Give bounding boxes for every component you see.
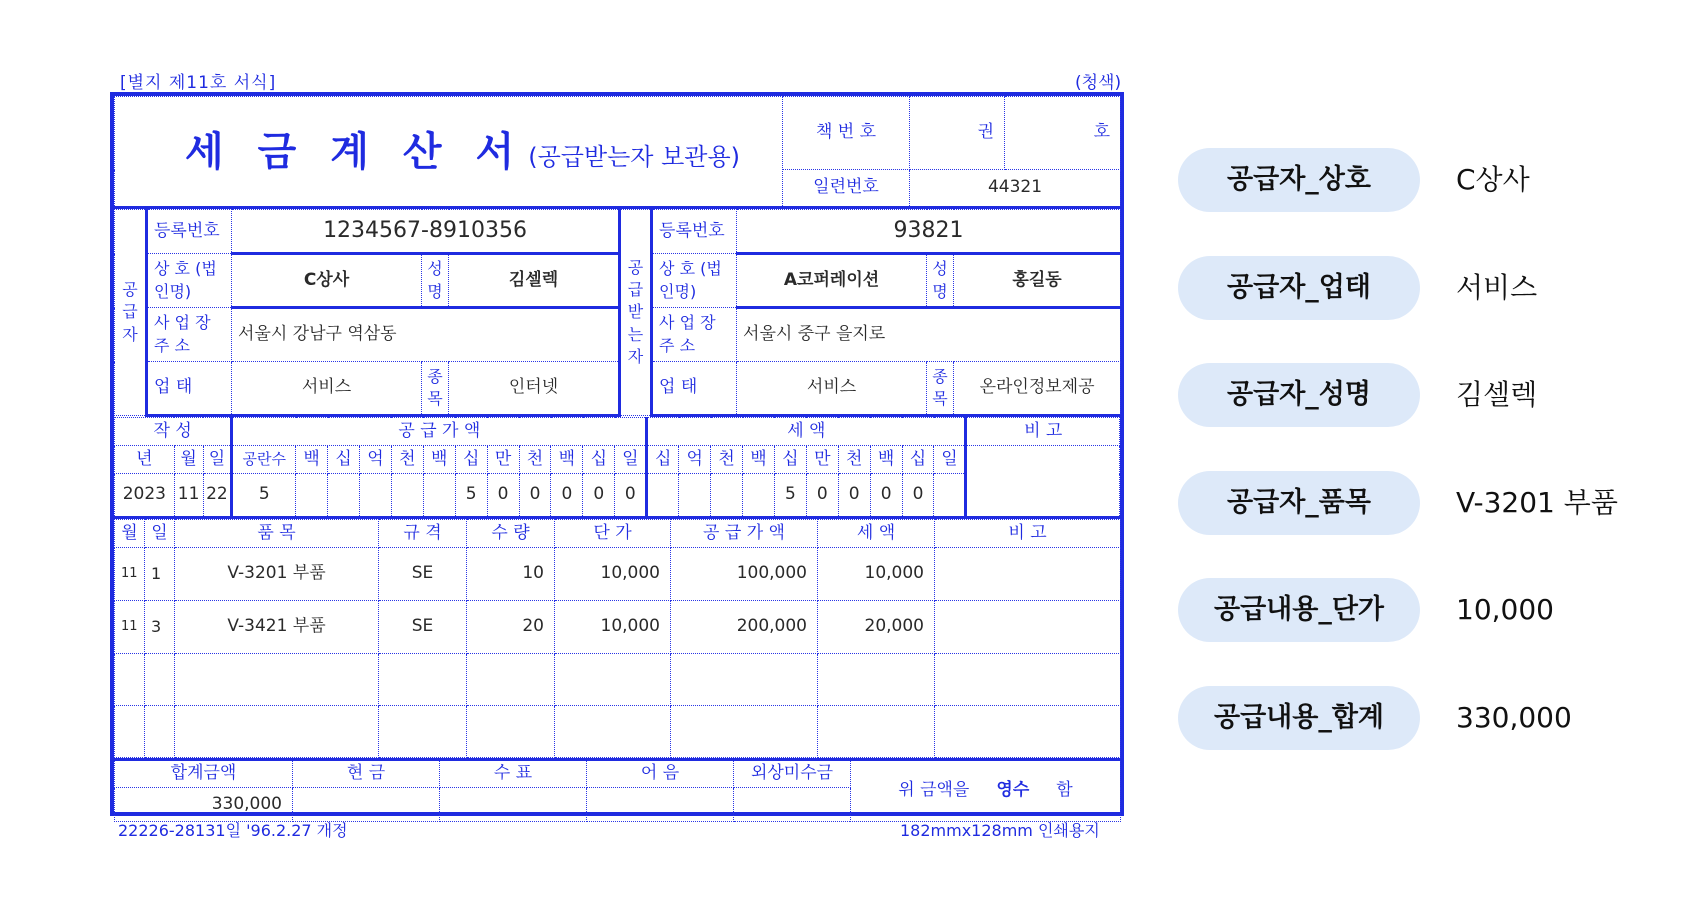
items-cell-item: V-3201 부품 (175, 548, 379, 601)
supply-digit-value: 0 (487, 474, 519, 518)
title-table (114, 96, 1121, 209)
field-value: 330,000 (1456, 700, 1572, 734)
book-gwon-label: 권 (910, 97, 1005, 170)
tax-digit-label: 백 (870, 446, 902, 474)
amount-note-cell (966, 446, 1120, 518)
items-cell-spec: SE (379, 601, 467, 654)
color-label: (청색) (1075, 73, 1122, 93)
buyer-type-value: 서비스 (737, 362, 927, 416)
items-row (115, 706, 1121, 758)
supply-digit-label: 억 (360, 446, 392, 474)
book-number-label: 책 번 호 (783, 97, 910, 170)
credit-value (734, 788, 851, 822)
check-value (440, 788, 587, 822)
tax-digit-value (934, 474, 966, 518)
tax-digit-label: 십 (774, 446, 806, 474)
tax-digit-value: 0 (870, 474, 902, 518)
form-revision-footer: 22226-28131일 '96.2.27 개정 (118, 821, 348, 840)
supply-digit-value (423, 474, 455, 518)
tax-digit-value: 0 (902, 474, 934, 518)
write-month: 11 (174, 474, 203, 518)
supply-digit-label: 십 (455, 446, 487, 474)
tax-digit-label: 일 (934, 446, 966, 474)
items-cell-day (145, 654, 175, 706)
write-year: 2023 (115, 474, 175, 518)
supply-digit-value: 0 (615, 474, 647, 518)
items-cell-unit-price (555, 706, 671, 758)
items-cell-spec (379, 706, 467, 758)
items-header-note: 비 고 (935, 520, 1121, 548)
blank-count-label: 공란수 (232, 446, 296, 474)
items-cell-item: V-3421 부품 (175, 601, 379, 654)
items-cell-spec: SE (379, 548, 467, 601)
receipt-statement (851, 760, 1121, 822)
supplier-type-label: 업 태 (147, 362, 232, 416)
supply-digit-value: 0 (583, 474, 615, 518)
promissory-note-value (587, 788, 734, 822)
items-cell-item (175, 654, 379, 706)
tax-digit-value: 0 (806, 474, 838, 518)
items-header-supply-amount: 공 급 가 액 (671, 520, 818, 548)
items-cell-supply-amount: 200,000 (671, 601, 818, 654)
buyer-rep-label: 성명 (927, 254, 954, 308)
title-cell (115, 97, 783, 208)
tax-digit-label: 천 (838, 446, 870, 474)
field-label-pill: 공급자_상호 (1178, 148, 1420, 212)
receipt-prefix: 위 금액을 (898, 780, 970, 801)
field-value: 서비스 (1456, 270, 1538, 304)
day-label: 일 (203, 446, 232, 474)
items-cell-month: 11 (115, 601, 145, 654)
buyer-side-label: 공급받는자 (620, 210, 652, 416)
buyer-address-label: 사 업 장 주 소 (652, 308, 737, 362)
buyer-rep-value: 홍길동 (954, 254, 1121, 308)
tax-digit-label: 백 (743, 446, 775, 474)
supply-digit-value: 0 (551, 474, 583, 518)
tax-digit-value (711, 474, 743, 518)
supplier-address-value: 서울시 강남구 역삼동 (232, 308, 620, 362)
tax-digit-value: 0 (838, 474, 870, 518)
buyer-type-label: 업 태 (652, 362, 737, 416)
form-number-label: [별지 제11호 서식] (120, 73, 277, 93)
field-label-pill: 공급자_업태 (1178, 256, 1420, 320)
items-cell-spec (379, 654, 467, 706)
items-cell-unit-price: 10,000 (555, 601, 671, 654)
items-cell-note (935, 548, 1121, 601)
items-header-qty: 수 량 (467, 520, 555, 548)
buyer-reg-label: 등록번호 (652, 210, 737, 254)
buyer-item-value: 온라인정보제공 (954, 362, 1121, 416)
supply-digit-value: 5 (455, 474, 487, 518)
receipt-word: 영수 (996, 780, 1030, 801)
supply-digit-label: 천 (519, 446, 551, 474)
items-header-spec: 규 격 (379, 520, 467, 548)
buyer-name-label: 상 호 (법인명) (652, 254, 737, 308)
items-cell-unit-price: 10,000 (555, 548, 671, 601)
items-cell-supply-amount (671, 706, 818, 758)
items-row (115, 548, 1121, 601)
tax-digit-label: 십 (902, 446, 934, 474)
supply-digit-label: 십 (583, 446, 615, 474)
invoice-title: 세금계산서 (185, 128, 549, 175)
items-table (114, 519, 1121, 758)
items-cell-note (935, 706, 1121, 758)
total-amount-value: 330,000 (115, 788, 293, 822)
supplier-name-label: 상 호 (법인명) (147, 254, 232, 308)
serial-value: 44321 (910, 170, 1121, 208)
buyer-item-label: 종목 (927, 362, 954, 416)
items-cell-item (175, 706, 379, 758)
supplier-name-value: C상사 (232, 254, 422, 308)
items-cell-supply-amount (671, 654, 818, 706)
supply-digit-label: 만 (487, 446, 519, 474)
supply-digit-value: 0 (519, 474, 551, 518)
month-label: 월 (174, 446, 203, 474)
items-cell-month (115, 654, 145, 706)
cash-value (293, 788, 440, 822)
items-header-item: 품 목 (175, 520, 379, 548)
tax-digit-label: 천 (711, 446, 743, 474)
tax-digit-value: 5 (774, 474, 806, 518)
supplier-rep-label: 성명 (422, 254, 449, 308)
field-value: 김셀렉 (1456, 378, 1538, 411)
tax-digit-label: 십 (647, 446, 679, 474)
tax-digit-value (743, 474, 775, 518)
supply-amount-label: 공 급 가 액 (232, 418, 647, 446)
supply-digit-value (328, 474, 360, 518)
items-row (115, 654, 1121, 706)
field-label-pill: 공급내용_단가 (1178, 578, 1420, 642)
amount-note-label: 비 고 (966, 418, 1120, 446)
items-row (115, 601, 1121, 654)
field-label-pill: 공급자_품목 (1178, 471, 1420, 535)
items-cell-day: 3 (145, 601, 175, 654)
items-header-unit-price: 단 가 (555, 520, 671, 548)
serial-label: 일련번호 (783, 170, 910, 208)
items-header-tax: 세 액 (818, 520, 935, 548)
totals-table (114, 758, 1121, 822)
items-cell-qty (467, 706, 555, 758)
supply-digit-value (360, 474, 392, 518)
tax-invoice-form (110, 92, 1124, 816)
supplier-reg-value: 1234567-8910356 (232, 210, 620, 254)
supply-digit-label: 천 (391, 446, 423, 474)
field-value: C상사 (1456, 163, 1530, 196)
book-ho-label: 호 (1005, 97, 1121, 170)
tax-digit-label: 만 (806, 446, 838, 474)
supplier-address-label: 사 업 장 주 소 (147, 308, 232, 362)
items-cell-day (145, 706, 175, 758)
tax-digit-label: 억 (679, 446, 711, 474)
items-cell-tax: 20,000 (818, 601, 935, 654)
buyer-name-value: A코퍼레이션 (737, 254, 927, 308)
items-cell-day: 1 (145, 548, 175, 601)
field-label-pill: 공급자_성명 (1178, 363, 1420, 427)
write-date-label: 작 성 (115, 418, 232, 446)
supplier-item-value: 인터넷 (449, 362, 620, 416)
supply-digit-value (391, 474, 423, 518)
items-cell-tax: 10,000 (818, 548, 935, 601)
cash-label: 현 금 (293, 760, 440, 788)
supply-digit-label: 백 (296, 446, 328, 474)
items-cell-qty: 10 (467, 548, 555, 601)
items-cell-unit-price (555, 654, 671, 706)
parties-table (114, 209, 1121, 417)
check-label: 수 표 (440, 760, 587, 788)
credit-label: 외상미수금 (734, 760, 851, 788)
supply-digit-value (296, 474, 328, 518)
field-label-pill: 공급내용_합계 (1178, 686, 1420, 750)
amount-table (114, 417, 1120, 519)
supply-digit-label: 백 (551, 446, 583, 474)
paper-size-footer: 182mmx128mm 인쇄용지 (900, 821, 1100, 840)
supply-digit-label: 십 (328, 446, 360, 474)
invoice-subtitle: (공급받는자 보관용) (528, 142, 741, 171)
items-header-day: 일 (145, 520, 175, 548)
items-cell-qty (467, 654, 555, 706)
receipt-suffix: 함 (1056, 780, 1073, 801)
items-cell-tax (818, 654, 935, 706)
field-value: 10,000 (1456, 593, 1554, 626)
items-cell-tax (818, 706, 935, 758)
items-cell-supply-amount: 100,000 (671, 548, 818, 601)
tax-amount-label: 세 액 (647, 418, 966, 446)
buyer-address-value: 서울시 중구 을지로 (737, 308, 1121, 362)
supplier-item-label: 종목 (422, 362, 449, 416)
supplier-type-value: 서비스 (232, 362, 422, 416)
supplier-side-label: 공급자 (115, 210, 147, 416)
year-label: 년 (115, 446, 175, 474)
items-header-month: 월 (115, 520, 145, 548)
blank-count-value: 5 (232, 474, 296, 518)
write-day: 22 (203, 474, 232, 518)
tax-digit-value (647, 474, 679, 518)
items-cell-note (935, 601, 1121, 654)
supply-digit-label: 일 (615, 446, 647, 474)
promissory-note-label: 어 음 (587, 760, 734, 788)
supplier-reg-label: 등록번호 (147, 210, 232, 254)
total-amount-label: 합계금액 (115, 760, 293, 788)
supply-digit-label: 백 (423, 446, 455, 474)
items-cell-month (115, 706, 145, 758)
items-cell-qty: 20 (467, 601, 555, 654)
items-cell-note (935, 654, 1121, 706)
buyer-reg-value: 93821 (737, 210, 1121, 254)
supplier-rep-value: 김셀렉 (449, 254, 620, 308)
tax-digit-value (679, 474, 711, 518)
field-value: V-3201 부품 (1456, 485, 1618, 519)
items-cell-month: 11 (115, 548, 145, 601)
